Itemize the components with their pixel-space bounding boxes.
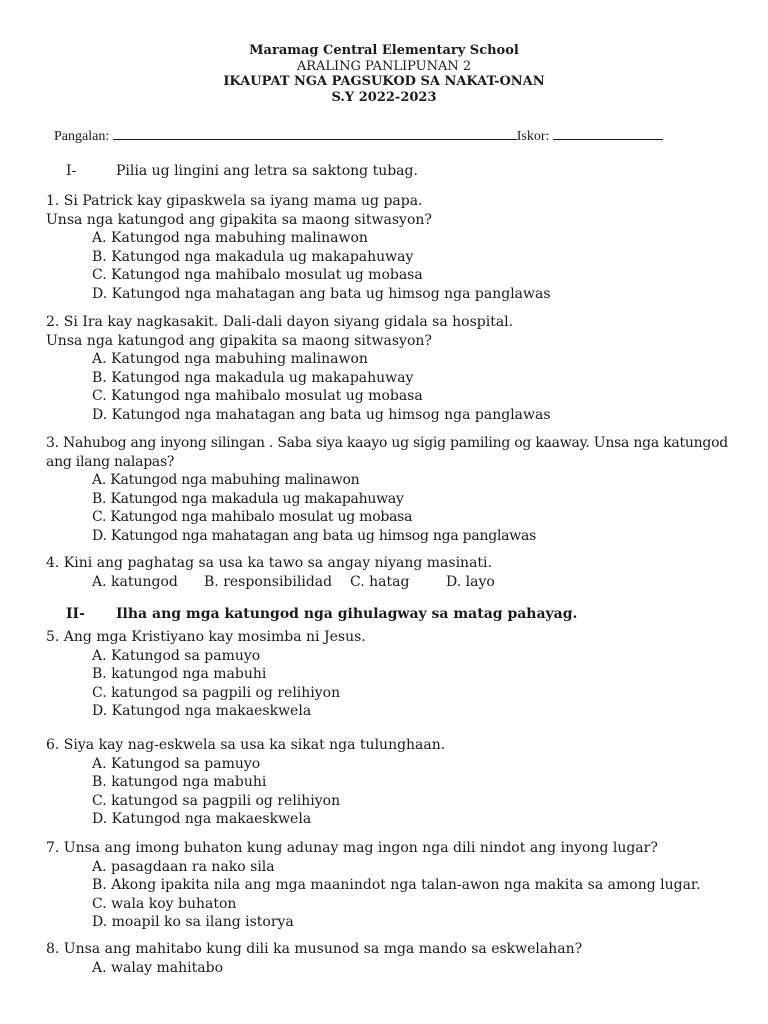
section-instruction: Pilia ug lingini ang letra sa saktong tubag. — [116, 163, 418, 179]
answer-option: C. katungod sa pagpili og relihiyon — [92, 792, 341, 809]
question-stem: ang ilang nalapas? — [46, 453, 175, 470]
score-blank[interactable] — [553, 126, 663, 140]
score-label: Iskor: — [516, 129, 550, 144]
answer-option: A. Katungod nga mabuhing malinawon — [92, 351, 368, 368]
answer-option: D. Katungod nga mahatagan ang bata ug himsog nga panglawas — [92, 285, 551, 302]
answer-option: A. Katungod sa pamuyo — [92, 755, 261, 772]
question-stem: 6. Siya kay nag-eskwela sa usa ka sikat nga tulunghaan. — [46, 737, 446, 753]
inline-options — [46, 573, 746, 592]
answer-option: D. moapil ko sa ilang istorya — [92, 914, 294, 931]
name-blank[interactable] — [113, 126, 517, 140]
answer-option: C. katungod sa pagpili og relihiyon — [92, 684, 341, 701]
question-8 — [46, 940, 746, 977]
question-1 — [46, 192, 746, 304]
question-stem: 3. Nahubog ang inyong silingan . Saba siya kaayo ug sigig pamiling og kaaway. Unsa nga katungod — [46, 435, 728, 451]
answer-option: A. Katungod sa pamuyo — [92, 647, 261, 664]
answer-option: B. Katungod nga makadula ug makapahuway — [92, 248, 414, 265]
answer-option: A. pasagdaan ra nako sila — [92, 858, 275, 875]
answer-option: C. hatag — [350, 573, 410, 590]
section-number: II- — [66, 606, 85, 622]
question-stem: 5. Ang mga Kristiyano kay mosimba ni Jesus. — [46, 629, 366, 645]
question-5 — [46, 628, 746, 721]
answer-option: B. Katungod nga makadula ug makapahuway — [92, 490, 404, 507]
exam-title: IKAUPAT NGA PAGSUKOD SA NAKAT-ONAN — [223, 74, 545, 89]
question-stem: 4. Kini ang paghatag sa usa ka tawo sa angay niyang masinati. — [46, 555, 492, 571]
question-7 — [46, 839, 746, 932]
section-number: I- — [66, 163, 77, 179]
answer-option: B. Katungod nga makadula ug makapahuway — [92, 369, 414, 386]
answer-option: A. katungod — [92, 573, 178, 590]
answer-option: B. katungod nga mabuhi — [92, 666, 267, 683]
answer-option: C. Katungod nga mahibalo mosulat ug mobasa — [92, 267, 423, 284]
answer-option: A. Katungod nga mabuhing malinawon — [92, 230, 368, 247]
school-name: Maramag Central Elementary School — [249, 43, 519, 58]
name-score-line — [54, 126, 694, 145]
answer-option: D. Katungod nga makaeskwela — [92, 811, 312, 828]
question-stem: Unsa nga katungod ang gipakita sa maong sitwasyon? — [46, 332, 432, 349]
question-stem: 7. Unsa ang imong buhaton kung adunay mag ingon nga dili nindot ang inyong lugar? — [46, 840, 658, 856]
question-stem: 2. Si Ira kay nagkasakit. Dali-dali dayon siyang gidala sa hospital. — [46, 314, 514, 330]
question-stem: 8. Unsa ang mahitabo kung dili ka musunod sa mga mando sa eskwelahan? — [46, 941, 583, 957]
section-2-heading — [66, 606, 577, 622]
question-stem: 1. Si Patrick kay gipaskwela sa iyang mama ug papa. — [46, 193, 423, 209]
answer-option: D. Katungod nga mahatagan ang bata ug himsog nga panglawas — [92, 527, 537, 544]
exam-header — [0, 43, 768, 105]
answer-option: C. Katungod nga mahibalo mosulat ug mobasa — [92, 388, 423, 405]
subject-title: ARALING PANLIPUNAN 2 — [296, 58, 472, 74]
answer-option: B. katungod nga mabuhi — [92, 774, 267, 791]
answer-option: A. walay mahitabo — [92, 959, 224, 976]
section-instruction: Ilha ang mga katungod nga gihulagway sa matag pahayag. — [116, 606, 578, 622]
answer-option: D. layo — [446, 573, 495, 590]
school-year: S.Y 2022-2023 — [331, 89, 437, 105]
answer-option: D. Katungod nga makaeskwela — [92, 703, 312, 720]
answer-option: C. Katungod nga mahibalo mosulat ug mobasa — [92, 509, 413, 526]
name-label: Pangalan: — [54, 129, 110, 144]
answer-option: D. Katungod nga mahatagan ang bata ug himsog nga panglawas — [92, 406, 551, 423]
question-6 — [46, 736, 746, 829]
answer-option: C. wala koy buhaton — [92, 895, 237, 912]
answer-option: B. responsibilidad — [204, 573, 333, 590]
section-1-heading — [66, 163, 418, 179]
question-2 — [46, 313, 746, 425]
question-3 — [46, 434, 746, 546]
answer-option: B. Akong ipakita nila ang mga maanindot nga talan-awon nga makita sa among lugar. — [92, 877, 701, 894]
question-4 — [46, 554, 746, 591]
question-stem: Unsa nga katungod ang gipakita sa maong sitwasyon? — [46, 211, 432, 228]
answer-option: A. Katungod nga mabuhing malinawon — [92, 472, 360, 489]
